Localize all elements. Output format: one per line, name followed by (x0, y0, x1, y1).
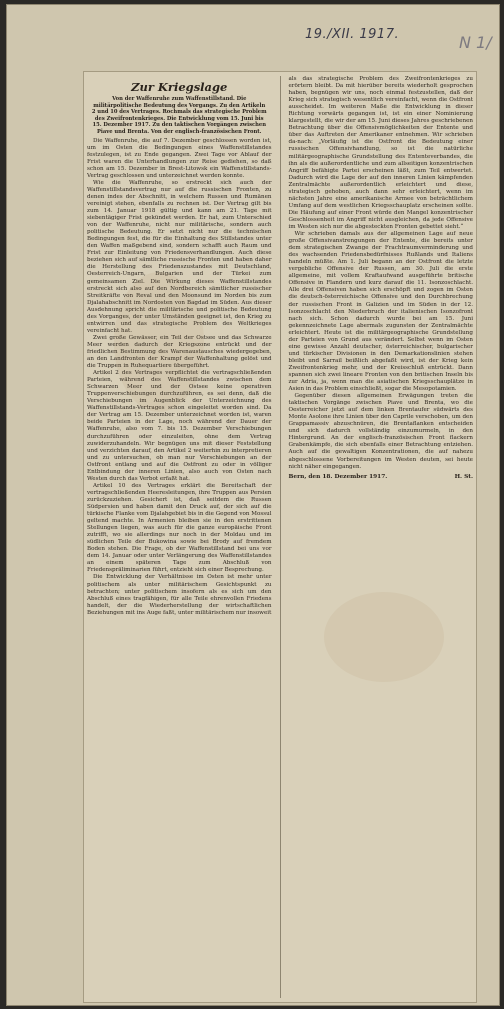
article-paragraph: Artikel 2 des Vertrages verpflichtet die vertragschließenden Parteien, während des Waffenstillstandes zwischen dem Schwarzen Meer und der Ostsee keine operativen Truppenverschiebungen durchzuführen, es sei denn, daß die Verschiebungen im Augenblick der Unterzeichnung des Waffenstillstands-Vertrages schon eingeleitet worden sind. Da der Vertrag am 15. Dezember unterzeichnet worden ist, waren beide Parteien in der Lage, noch während der Dauer der Waffenruhe, also vom 7. bis 15. Dezember Verschiebungen durchzuführen oder einzuleiten, ohne dem Vertrag zuwiderzuhandeln. Wir begnügen uns mit dieser Feststellung und verzichten darauf, den Artikel 2 weiterhin zu interpretieren und zu untersuchen, ob man nur Verschiebungen an der Ostfront entlang und auf die Ostfront zu oder in völliger Entbindung der inneren Linien, also auch von Osten nach Westen durch das Verbot erfaßt hat. (87, 370, 272, 482)
article-place-date: Bern, den 18. Dezember 1917. (288, 473, 388, 480)
article-paragraph: Zwei große Gewässer, ein Teil der Ostsee und das Schwarze Meer werden dadurch der Kriegszone entrückt und der friedlichen Bestimmung des Warenaustausches wiedergegeben, an den Landfronten der Krampf der Waffenhaltung gelöst und die Truppen in Ruhequartiere übergeführt. (87, 334, 272, 370)
article-column-right (288, 76, 473, 998)
article-column-left (87, 76, 272, 998)
article-paragraph: Wir schrieben damals aus der allgemeinen Lage auf neue große Offensivanstrengungen der Entente, die bereits unter dem strategischen Zwange der Frachtraumverminderung und des wachsenden Friedensbedürfnisses Rußlands und Italiens handeln müßte. Am 1. Juli begann an der Ostfront die letzte vergebliche Offensive der Russen, am 30. Juli die erste allgemeine, mit vollem Kraftaufwand ausgeführte britische Offensive in Flandern und kurz darauf die 11. Isonzoschlacht. Alle drei Offensiven haben sich erschöpft und zogen im Osten die deutsch-österreichische Offensive und den Durchbrechung der russischen Front in Galizien und im Süden in der 12. Isonzoschlacht den Niederbruch der italienischen Isonzofront nach sich. Schon dadurch wurde bei am 15. Juni gekennzeichnete Lage abermals zugunsten der Zentralmächte erleichtert. Heute ist die militärgeographische Grundstellung der Parteien von Grund aus verändert. Selbst wenn im Osten eine gewisse Anzahl deutscher, österreichischer, bulgarischer und türkischer Divisionen in den Demarkationslinien stehen bleibt und Sarrail beißlich abgefaßt wird, ist der Krieg kein Zweifrontenkrieg mehr, und der Kreisschluß entrückt. Dann spannen sich zwei lineare Fronten von den britischen Inseln bis zur Adria, ja, wenn man die asiatischen Kriegsschauplätze in Asien in das Problem einschließt, sogar die Mesopotamien. (288, 231, 473, 393)
article-dateline (288, 474, 473, 481)
article-title: Zur Kriegslage (131, 80, 228, 94)
article-paragraph: Wie die Waffenruhe, so erstreckt sich auch der Waffenstillstandsvertrag nur auf die russischen Fronten, zu denen indes der Abschnitt, in welchem Russen und Rumänen vereinigt stehen, ebenfalls zu rechnen ist. Der Vertrag gilt bis zum 14. Januar 1918 gültig und kann am 21. Tage mit siebentägiger Frist gekündet werden. Er hat, zum Unterschied von der Waffenruhe, nicht nur militärische, sondern auch politische Bedeutung. Er setzt nicht nur die technischen Bedingungen fest, die für die Einhaltung des Stillstandes unter den Waffen maßgebend sind, sondern schafft auch Raum und Frist zur Einleitung von Friedensverhandlungen. Auch diese beziehen sich auf sämtliche russische Fronten und haben daher die Herstellung des Friedenszustandes mit Deutschland, Oesterreich-Ungarn, Bulgarien und der Türkei zum gemeinsamen Ziel. Die Wirkung dieses Waffenstillstandes erstreckt sich also auf den Nordbereich sämtlicher russischer Streitkräfte von Reval und den Moonsund im Norden bis zum Djalahabschnitt im Nordosten von Bagdad im Süden. Aus dieser Ausdehnung spricht die militärische und politische Bedeutung des Vorganges, der unter Umständen geeignet ist, den Krieg zu entwirren und das strategische Problem des Weltkrieges vereinfacht hat. (87, 179, 272, 334)
article-paragraph: Die Entwicklung der Verhältnisse im Osten ist mehr unter politischem als unter militärischem Gesichtspunkt zu betrachten; unter politischem insofern als es sich um den Abschluß eines tragfähigen, für alle Teile ehrenvollen Friedens handelt, der die Wiederherstellung der wirtschaftlichen Beziehungen mit ins Auge faßt, unter militärischem nur insoweit (87, 574, 272, 616)
archive-backing-sheet (6, 4, 500, 1006)
article-paragraph: Die Waffenruhe, die auf 7. Dezember geschlossen worden ist, um im Osten die Bedingungen eines Waffenstillstandes festzulegen, ist zu Ende gegangen. Zwei Tage vor Ablauf der Frist waren die Unterhandlungen zur Reise gediehen, so daß schon am 15. Dezember in Brest-Litowsk ein Waffenstillstands-Vertrag geschlossen und unterzeichnet werden konnte. (87, 137, 272, 179)
newspaper-clipping (83, 71, 477, 1003)
article-paragraph: Gegenüber diesen allgemeinen Erwägungen treten die taktischen Vorgänge zwischen Piave und Brenta, wo die Oesterreicher jetzt auf dem linken Brentaufer südwärts des Monte Asolone ihre Linien über den Caprile verschoben, um den Grappamassiv abzuschnüren, die Brentaflanken entscheiden und sich dadurch vollständig einzumurmeln, in den Hintergrund. An der englisch-französischen Front flackern Grabenkämpfe, die sich ebenfalls einer Betrachtung entziehen. Auch auf die gewaltigen Konzentrationen, die auf nahezu abgeschlossene Vorbereitungen im Westen deuten, sei heute nicht näher eingegangen. (288, 393, 473, 470)
pencil-archive-mark: N 1/ (459, 33, 492, 52)
handwritten-date: 19./XII. 1917. (305, 27, 400, 42)
column-divider (280, 76, 281, 998)
article-signature: H. St. (454, 473, 473, 480)
article-paragraph: Artikel 10 des Vertrages erklärt die Bereitschaft der vertragschließenden Heeresleitungen, ihre Truppen aus Persien zurückzuziehen. Gesichert ist, daß seitdem die Russen Südpersien und haben damit den Druck auf, der sich auf die türkische Flanke vom Djalahgebiet bis in die Gegend von Mossul geltend machte. In Armenien bleiben sie in den erstrittenen Stellungen liegen, was auch für die ganze europäische Front zutrifft, wo sie allerdings nur noch in der Moldau und im südlichen Teile der Bukowina sowie bei Brody auf fremdem Boden stehen. Die Frage, ob der Waffenstillstand bei uns vor dem 14. Januar oder unter Verlängerung des Waffenstillstandes an einem späteren Tage zum Abschluß von Friedenspräliminarien führt, entzieht sich einer Besprechung. (87, 482, 272, 574)
article-paragraph: als das strategische Problem des Zweifrontenkrieges zu erörtern bleibt. Da mit hierüber bereits wiederholt gesprochen haben, begnügen wir uns, noch einmal festzustellen, daß der Krieg sich strategisch wesentlich vereinfacht, wenn die Ostfront ausscheidet. Im weiteren Maße die Entwicklung in dieser Richtung vorwärts gegangen ist, ist ein einer Nominierung klargestellt, die wir der am 15. Juni dieses Jahres geschriebenen Betrachtung über die Offensivmöglichkeiten der Entente und über das Auftreten der Amerikaner entnehmen. Wir schrieben da-nach: „Vorläufig ist die Ostfront die Bedeutung einer russischen Offensivhandlung, so ist die natürliche militärgeographische Grundstellung des Ententeverbandes, die ihn als die außerordentliche und zum allseitigen konzentrischen Angriff befähigte Partei erscheinen läßt, zum Teil entwertet. Dadurch wird die Lage der auf den inneren Linien kämpfenden Zentralmächte außerordentlich erleichtert und diese, strategisch gehoben, auch dann sehr erleichtert, wenn im nächsten Jahre eine amerikanische Armee von beträchtlichem Umfang auf dem westlichen Kriegsschauplatz erscheinen sollte. Die Häufung auf einer Front würde den Mangel konzentrischer Geschlossenheit im Angriff nicht ausgleichen, da jede Offensive im Westen sich nur die abgesteckten Fronten gebettet sieht.“ (288, 76, 473, 230)
article-subtitle: Von der Waffenruhe zum Waffenstillstand. Die militärpolitische Bedeutung des Vorgangs. Zu den Artikeln 2 und 10 des Vertrages. Rochmals das strategische Problem des Zweifrontenkrieges. Die Entwicklung vom 15. Juni bis 15. Dezember 1917. Zu den taktischen Vorgängen zwischen Piave und Brenta. Von der englisch-französischen Front. (91, 96, 267, 135)
